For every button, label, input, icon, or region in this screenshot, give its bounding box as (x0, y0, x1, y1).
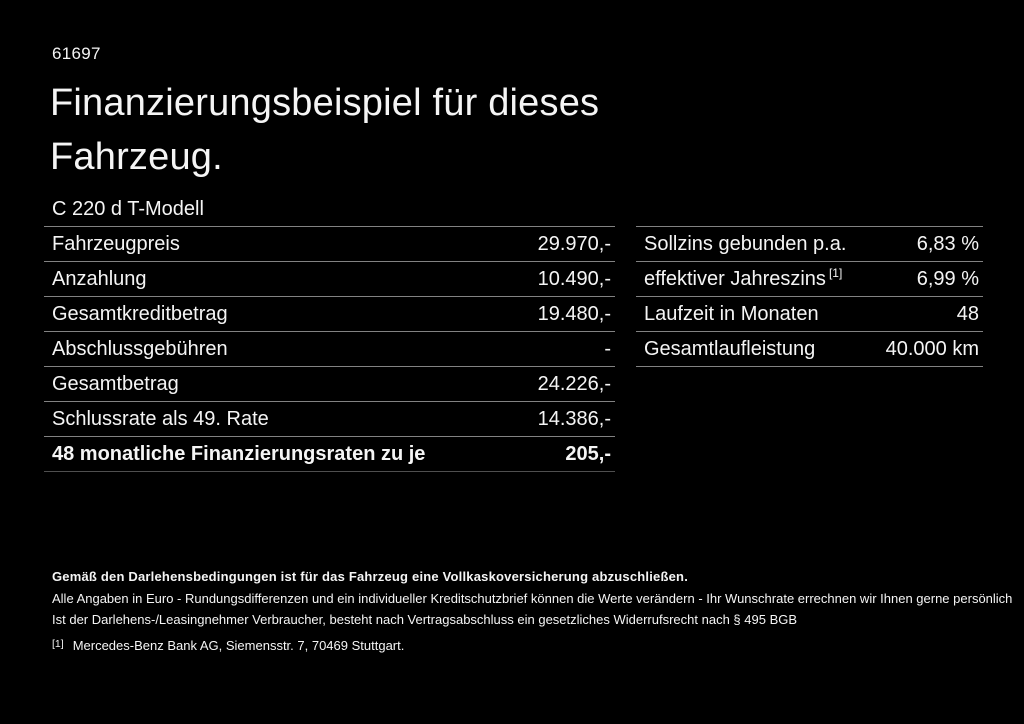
row-label: Abschlussgebühren (52, 337, 228, 360)
row-value: 10.490,- (537, 267, 611, 290)
row-value: 40.000 km (885, 337, 979, 360)
insurance-note: Gemäß den Darlehensbedingungen ist für das Fahrzeug eine Vollkaskoversicherung abzuschließen. (52, 569, 689, 584)
row-label: Laufzeit in Monaten (644, 302, 819, 325)
table-row (44, 226, 615, 261)
row-value: 24.226,- (537, 372, 611, 395)
footnote (52, 638, 404, 653)
row-value: 14.386,- (537, 407, 611, 430)
table-row (44, 296, 615, 331)
row-label: Gesamtbetrag (52, 372, 179, 395)
financing-table (44, 226, 615, 472)
withdrawal-note: Ist der Darlehens-/Leasingnehmer Verbraucher, besteht nach Vertragsabschluss ein gesetzliches Widerrufsrecht nach § 495 BGB (52, 612, 798, 627)
table-row (44, 366, 615, 401)
footnote-ref: [1] (828, 265, 843, 280)
row-value: 205,- (565, 442, 611, 465)
row-label: Sollzins gebunden p.a. (644, 232, 847, 255)
row-label: Gesamtkreditbetrag (52, 302, 228, 325)
table-row (636, 226, 983, 261)
row-label: Anzahlung (52, 267, 147, 290)
table-row (636, 261, 983, 296)
doc-number: 61697 (52, 44, 101, 63)
row-label: Gesamtlaufleistung (644, 337, 816, 360)
table-row (44, 331, 615, 366)
row-value: 6,83 % (916, 232, 979, 255)
row-label: Fahrzeugpreis (52, 232, 180, 255)
row-label: Schlussrate als 49. Rate (52, 407, 269, 430)
table-row (44, 401, 615, 436)
page-title: Finanzierungsbeispiel für dieses Fahrzeug. (50, 82, 600, 178)
table-row (636, 331, 983, 366)
table-row (636, 296, 983, 331)
row-value: 48 (956, 302, 979, 325)
vehicle-model: C 220 d T-Modell (52, 198, 204, 220)
row-label: 48 monatliche Finanzierungsraten zu je (52, 442, 426, 465)
row-value: - (604, 337, 611, 360)
footnote-marker: [1] (52, 638, 64, 650)
values-note: Alle Angaben in Euro - Rundungsdifferenzen und ein individueller Kreditschutzbrief können die Werte verändern - Ihr Wunschrate errechnen wir Ihnen gerne persönlich (52, 591, 1013, 606)
footnote-text: Mercedes-Benz Bank AG, Siemensstr. 7, 70469 Stuttgart. (72, 638, 405, 653)
row-value: 19.480,- (537, 302, 611, 325)
table-row-monthly-rate (44, 436, 615, 471)
row-label: effektiver Jahreszins [1] (644, 265, 843, 290)
conditions-table (636, 226, 983, 367)
row-value: 6,99 % (916, 267, 979, 290)
row-value: 29.970,- (537, 232, 611, 255)
table-row (44, 261, 615, 296)
